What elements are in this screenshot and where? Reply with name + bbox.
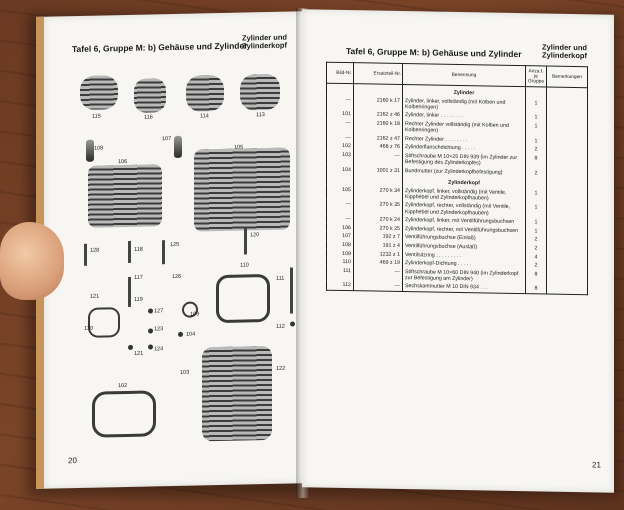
cell-bild-nr: — — [327, 95, 354, 110]
cell-ersatzteil-nr: 2160 k 17 — [354, 96, 403, 112]
cell-anzahl: 8 — [526, 284, 547, 293]
cell-anzahl: 2 — [526, 244, 547, 253]
part-label: 123 — [154, 326, 164, 333]
nut-104 — [178, 332, 183, 337]
gasket-101 — [88, 307, 120, 338]
cell-bild-nr: 102 — [327, 142, 354, 151]
cell-ersatzteil-nr: 270 k 35 — [354, 200, 403, 216]
part-label: 110 — [240, 262, 249, 269]
cell-anzahl: 1 — [526, 122, 547, 137]
cell-benennung: Zylinderkopf, rechter, vollständig (mit Ventile, Kipphebel und Zylinderkopfhauben) — [403, 201, 526, 218]
cell-ersatzteil-nr: 2160 k 18 — [354, 119, 403, 135]
cell-ersatzteil-nr: 1232 z 1 — [354, 249, 403, 258]
cell-bild-nr: — — [327, 200, 354, 215]
section-heading: Zylinderkopf — [403, 175, 526, 189]
empty-cell — [547, 178, 588, 190]
holding-hand — [0, 222, 64, 300]
empty-cell — [327, 83, 354, 95]
flange-gasket-102 — [92, 390, 156, 437]
part-label: 105 — [234, 144, 244, 151]
cell-anzahl: 1 — [526, 189, 547, 204]
part-label: 118 — [134, 246, 143, 253]
cylinder-head-105 — [194, 148, 290, 232]
cell-ersatzteil-nr: — — [354, 151, 403, 167]
cell-bild-nr: — — [327, 118, 354, 133]
cell-anzahl: 2 — [526, 145, 547, 154]
head-gasket-110 — [216, 274, 270, 323]
cell-bild-nr: 104 — [327, 165, 354, 174]
empty-cell — [327, 174, 354, 186]
cell-ersatzteil-nr: 1001 z 31 — [354, 166, 403, 175]
cell-benennung: Rechter Zylinder . . . . . . . . — [403, 135, 526, 146]
cell-anzahl: 2 — [526, 169, 547, 178]
header-benennung: Benennung — [403, 64, 526, 87]
cell-bild-nr: 112 — [327, 281, 354, 291]
cell-anzahl: 1 — [526, 227, 547, 236]
valve-cover-114 — [186, 75, 224, 112]
cell-benennung: Stiftschraube M 10×60 DIN 940 (im Zylinderkopf zur Befestigung am Zylinder) — [403, 268, 526, 285]
cell-anzahl: 8 — [526, 154, 547, 169]
washer-127 — [148, 308, 153, 313]
header-ersatzteil-nr: Ersatzteil-Nr. — [354, 63, 403, 85]
part-label: 104 — [186, 331, 196, 338]
parts-table-body — [327, 83, 588, 294]
cell-bemerkungen — [547, 154, 588, 169]
part-label: 127 — [154, 308, 164, 315]
cell-ersatzteil-nr: 468 z 76 — [354, 142, 403, 151]
cell-bemerkungen — [547, 189, 588, 204]
part-label: 115 — [92, 113, 101, 120]
cell-ersatzteil-nr: — — [354, 281, 403, 291]
left-page-title-sub: Zylinder und Zylinderkopf — [242, 32, 288, 51]
stud-117 — [128, 277, 131, 307]
left-page — [36, 11, 310, 489]
cell-bild-nr: 110 — [327, 258, 354, 267]
cell-benennung: Stiftschraube M 10×25 DIN 939 (im Zylinder zur Befestigung des Zylinderkopfes) — [403, 152, 526, 169]
cell-bemerkungen — [547, 285, 588, 295]
cell-benennung: Zylinderkopf, linker, mit Ventilführungsbuchsen — [403, 216, 526, 227]
cell-anzahl: 8 — [526, 270, 547, 285]
cell-anzahl: 1 — [526, 113, 547, 122]
parts-table — [326, 62, 588, 295]
part-label: 117 — [134, 274, 143, 281]
cell-anzahl: 2 — [526, 261, 547, 270]
cell-ersatzteil-nr: 2162 z 46 — [354, 110, 403, 119]
cylinder-head-106 — [88, 164, 162, 228]
cylinder-103 — [202, 346, 272, 441]
header-bild-nr: Bild-Nr. — [327, 62, 354, 83]
part-label: 128 — [90, 247, 100, 254]
valve-guide-108 — [86, 140, 94, 162]
right-page-number: 21 — [592, 460, 601, 470]
cell-bild-nr: 106 — [327, 223, 354, 232]
section-heading: Zylinder — [403, 85, 526, 99]
cell-bemerkungen — [547, 270, 588, 285]
cell-benennung: Zylinderkopf-Dichtung . . . . . — [403, 259, 526, 270]
part-label: 119 — [134, 296, 143, 303]
header-bemerkungen: Bemerkungen — [547, 66, 588, 88]
valve-cover-116 — [134, 78, 166, 113]
cell-anzahl: 1 — [526, 203, 547, 218]
cell-ersatzteil-nr: 191 z 4 — [354, 241, 403, 250]
cell-anzahl: 1 — [526, 137, 547, 146]
cell-anzahl: 1 — [526, 99, 547, 114]
cell-ersatzteil-nr: 2162 z 47 — [354, 134, 403, 143]
right-page — [302, 9, 614, 492]
valve-cover-115 — [80, 75, 118, 110]
cell-benennung: Sechskantmutter M 10 DIN 934 . . . — [403, 282, 526, 293]
cell-ersatzteil-nr: 270 k 34 — [354, 186, 403, 202]
part-label: 102 — [118, 382, 128, 390]
stud-120 — [244, 228, 247, 254]
empty-cell — [354, 84, 403, 97]
part-label: 109 — [190, 311, 200, 318]
cell-anzahl: 1 — [526, 218, 547, 227]
part-label: 106 — [118, 158, 128, 166]
cell-benennung: Ventilführungsbuchse (Auslaß) — [403, 242, 526, 253]
right-page-title-sub: Zylinder und Zylinderkopf — [542, 42, 588, 61]
empty-cell — [547, 87, 588, 100]
cell-bemerkungen — [547, 99, 588, 114]
part-label: 130 — [84, 325, 94, 332]
part-label: 120 — [250, 232, 260, 239]
cell-ersatzteil-nr: 469 z 19 — [354, 258, 403, 267]
cell-bild-nr: — — [327, 133, 354, 142]
cell-benennung: Zylinderflanschdichtung . . . . . — [403, 143, 526, 154]
cell-bild-nr: 108 — [327, 240, 354, 249]
empty-cell — [526, 177, 547, 189]
cell-bild-nr: — — [327, 215, 354, 224]
valve-guide-107 — [174, 136, 182, 158]
cell-bild-nr: 101 — [327, 110, 354, 119]
part-label: 121 — [90, 293, 100, 300]
part-label: 111 — [276, 275, 285, 282]
right-page-title: Tafel 6, Gruppe M: b) Gehäuse und Zylinder — [346, 46, 522, 60]
cell-ersatzteil-nr: — — [354, 267, 403, 283]
part-label: 126 — [172, 273, 182, 281]
part-label: 114 — [200, 113, 209, 120]
part-label: 103 — [180, 369, 190, 376]
valve-cover-113 — [240, 74, 280, 111]
stud-128 — [84, 244, 87, 266]
cell-bild-nr: 111 — [327, 266, 354, 281]
washer-123 — [148, 328, 153, 333]
stud-111 — [290, 267, 293, 313]
cell-benennung: Zylinderkopf, linker, vollständig (mit Ventile, Kipphebel und Zylinderkopfhauben) — [403, 186, 526, 203]
cell-anzahl: 4 — [526, 252, 547, 261]
cell-benennung: Zylinder, linker, vollständig (mit Kolben und Kolbenringen) — [403, 96, 526, 113]
nut-112 — [290, 321, 295, 326]
cell-benennung: Zylinderkopf, rechter, mit Ventilführungsbuchsen — [403, 225, 526, 236]
empty-cell — [526, 87, 547, 99]
part-label: 125 — [170, 241, 180, 249]
cell-bemerkungen — [547, 204, 588, 219]
cell-benennung: Zylinder, linker . . . . . . . . — [403, 111, 526, 122]
header-anzahl: Anza.f. je Gruppe — [526, 66, 547, 87]
nut-124 — [148, 344, 153, 349]
cell-ersatzteil-nr: 270 k 24 — [354, 215, 403, 224]
part-label: 108 — [94, 145, 104, 152]
stud-125 — [162, 240, 165, 264]
part-label: 116 — [144, 114, 153, 121]
cell-ersatzteil-nr: 192 z 7 — [354, 232, 403, 241]
part-label: 121 — [134, 350, 144, 357]
left-page-title: Tafel 6, Gruppe M: b) Gehäuse und Zylinder — [72, 40, 248, 55]
cell-bild-nr: 109 — [327, 249, 354, 258]
part-label: 124 — [154, 346, 164, 353]
cell-ersatzteil-nr: 270 k 25 — [354, 224, 403, 233]
cell-bild-nr: 107 — [327, 232, 354, 241]
cell-bemerkungen — [547, 122, 588, 137]
part-label: 122 — [276, 365, 286, 372]
stud-118 — [128, 241, 131, 263]
cell-bild-nr: 103 — [327, 150, 354, 165]
cell-benennung: Ventilsitzring . . . . . . . . . — [403, 250, 526, 261]
washer-121 — [128, 345, 133, 350]
cell-benennung: Bundmutter (zur Zylinderkopfbefestigung) — [403, 167, 526, 178]
part-label: 113 — [256, 112, 265, 119]
part-label: 107 — [162, 136, 172, 143]
empty-cell — [354, 174, 403, 186]
cell-bild-nr: 105 — [327, 185, 354, 200]
left-page-number: 20 — [68, 456, 77, 466]
cell-benennung: Ventilführungsbuchse (Einlaß) — [403, 233, 526, 244]
cell-benennung: Rechter Zylinder vollständig (mit Kolben und Kolbenringen) — [403, 120, 526, 137]
cell-anzahl: 2 — [526, 235, 547, 244]
part-label: 112 — [276, 323, 285, 330]
